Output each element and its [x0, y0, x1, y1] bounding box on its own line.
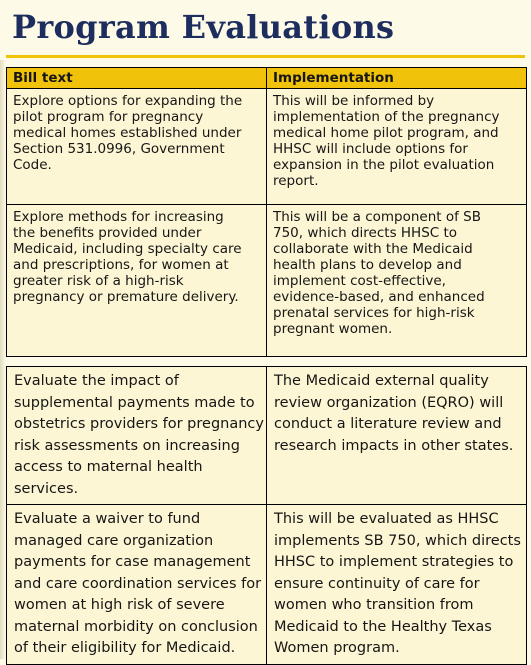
cell-text-line: implement cost-effective, [273, 273, 446, 290]
cell-text-line: collaborate with the Medicaid [273, 241, 473, 258]
cell-text-line: payments for case management [14, 554, 251, 570]
table-row [7, 89, 527, 205]
table-row [7, 367, 527, 505]
cell-text-line: review organization (EQRO) will [274, 394, 504, 411]
cell-text-line: Medicaid to the Healthy Texas [274, 618, 492, 635]
cell-text-line: pilot program for pregnancy [13, 109, 204, 125]
cell-text-line: implements SB 750, which directs [274, 532, 521, 549]
table-row [7, 505, 527, 665]
cell-text-line: obstetrics providers for pregnancy [14, 416, 264, 432]
cell-text-line: 750, which directs HHSC to [273, 225, 458, 242]
cell-text-line: of their eligibility for Medicaid. [14, 640, 236, 656]
cell-text-line: prenatal services for high-risk [273, 305, 475, 322]
cell-text-line: Women program. [274, 640, 400, 656]
header-implementation: Implementation [267, 68, 527, 89]
bill-text-cell [7, 205, 267, 357]
table-header-row [7, 68, 527, 89]
cell-text-line: pregnant women. [273, 321, 393, 338]
cell-text-line: access to maternal health [14, 459, 203, 475]
title-underline [6, 55, 525, 58]
cell-text-line: medical homes established under [13, 125, 242, 141]
bill-text-cell [7, 367, 267, 505]
evaluations-table-bottom [6, 366, 527, 665]
cell-text-line: Section 531.0996, Government [13, 141, 225, 157]
page-title: Program Evaluations [12, 8, 395, 46]
cell-text-line: expansion in the pilot evaluation [273, 157, 495, 173]
cell-text-line: research impacts in other states. [274, 437, 514, 454]
cell-text-line: ensure continuity of care for [274, 575, 480, 592]
cell-text-line: Code. [13, 157, 52, 173]
cell-text-line: conduct a literature review and [274, 416, 502, 432]
cell-text-line: maternal morbidity on conclusion [14, 618, 258, 635]
cell-text-line: Medicaid, including specialty care [13, 241, 242, 258]
cell-text-line: risk assessments on increasing [14, 437, 240, 454]
evaluations-table-top [6, 67, 527, 357]
cell-text-line: Evaluate a waiver to fund [14, 511, 201, 527]
cell-text-line: women at high risk of severe [14, 597, 225, 613]
cell-text-line: HHSC will include options for [273, 141, 468, 157]
cell-text-line: supplemental payments made to [14, 394, 255, 411]
cell-text-line: and care coordination services for [14, 575, 262, 592]
cell-text-line: implementation of the pregnancy [273, 109, 500, 125]
cell-text-line: Explore methods for increasing [13, 209, 224, 226]
cell-text-line: women who transition from [274, 597, 474, 613]
cell-text-line: This will be evaluated as HHSC [274, 511, 499, 527]
cell-text-line: Evaluate the impact of [14, 373, 179, 389]
cell-text-line: HHSC to implement strategies to [274, 554, 514, 570]
cell-text-line: greater risk of a high-risk [13, 273, 184, 290]
cell-text-line: The Medicaid external quality [274, 373, 489, 389]
cell-text-line: and prescriptions, for women at [13, 257, 229, 274]
cell-text-line: This will be a component of SB [273, 209, 481, 226]
cell-text-line: evidence-based, and enhanced [273, 289, 485, 306]
cell-text-line: medical home pilot program, and [273, 125, 499, 141]
cell-text-line: pregnancy or premature delivery. [13, 289, 239, 306]
cell-text-line: Explore options for expanding the [13, 93, 243, 109]
cell-text-line: the benefits provided under [13, 225, 202, 242]
cell-text-line: This will be informed by [273, 93, 435, 109]
implementation-cell [267, 89, 527, 205]
cell-text-line: health plans to develop and [273, 257, 462, 274]
table-row [7, 205, 527, 357]
cell-text-line: services. [14, 480, 79, 497]
cell-text-line: managed care organization [14, 532, 214, 549]
bill-text-cell [7, 89, 267, 205]
implementation-cell [267, 367, 527, 505]
implementation-cell [267, 505, 527, 665]
bill-text-cell [7, 505, 267, 665]
header-bill-text: Bill text [7, 68, 267, 89]
implementation-cell [267, 205, 527, 357]
cell-text-line: report. [273, 173, 319, 189]
